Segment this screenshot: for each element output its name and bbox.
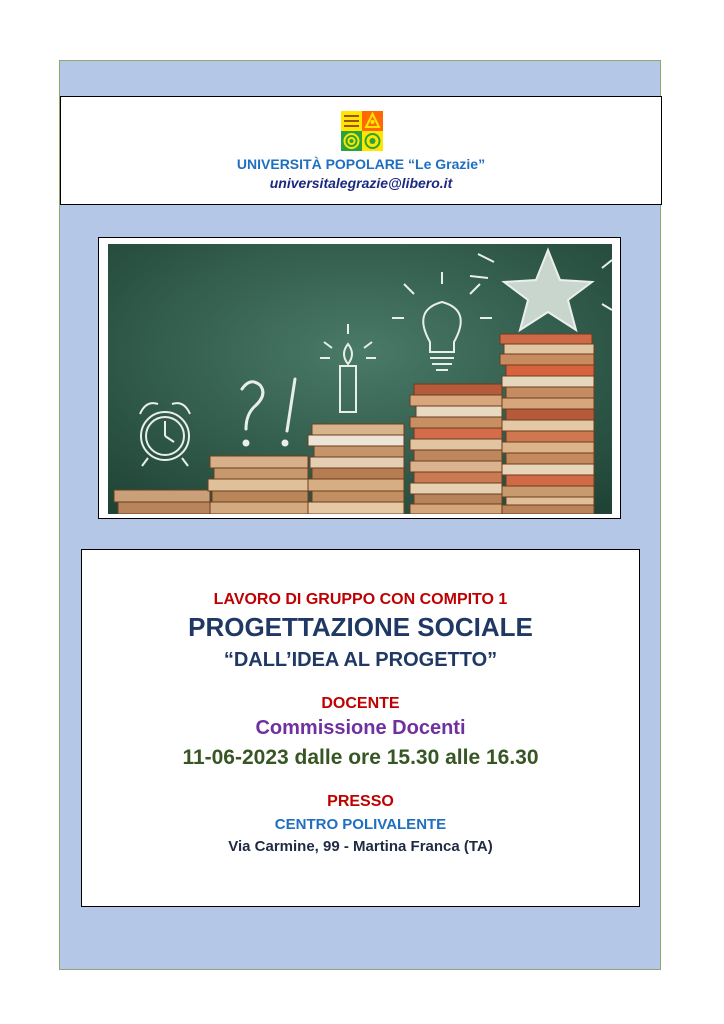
- le-grazie-logo: [341, 111, 383, 151]
- event-tagline: “DALL’IDEA AL PROGETTO”: [223, 649, 498, 671]
- event-info-box: [81, 549, 640, 907]
- event-title: PROGETTAZIONE SOCIALE: [188, 612, 533, 642]
- header-box: [60, 96, 662, 205]
- event-datetime: 11-06-2023 dalle ore 15.30 alle 16.30: [182, 746, 539, 769]
- photo-box: [98, 237, 621, 519]
- teacher-label: DOCENTE: [321, 695, 400, 712]
- event-subtitle: LAVORO DI GRUPPO CON COMPITO 1: [213, 591, 508, 608]
- venue-address: Via Carmine, 99 - Martina Franca (TA): [228, 838, 493, 855]
- venue-name: CENTRO POLIVALENTE: [274, 816, 447, 833]
- teacher-name: Commissione Docenti: [255, 717, 466, 739]
- organization-name: UNIVERSITÀ POPOLARE “Le Grazie”: [236, 156, 486, 172]
- organization-email: universitalegrazie@libero.it: [269, 175, 453, 191]
- venue-label: PRESSO: [327, 793, 394, 810]
- chalkboard-books-image: [108, 244, 612, 514]
